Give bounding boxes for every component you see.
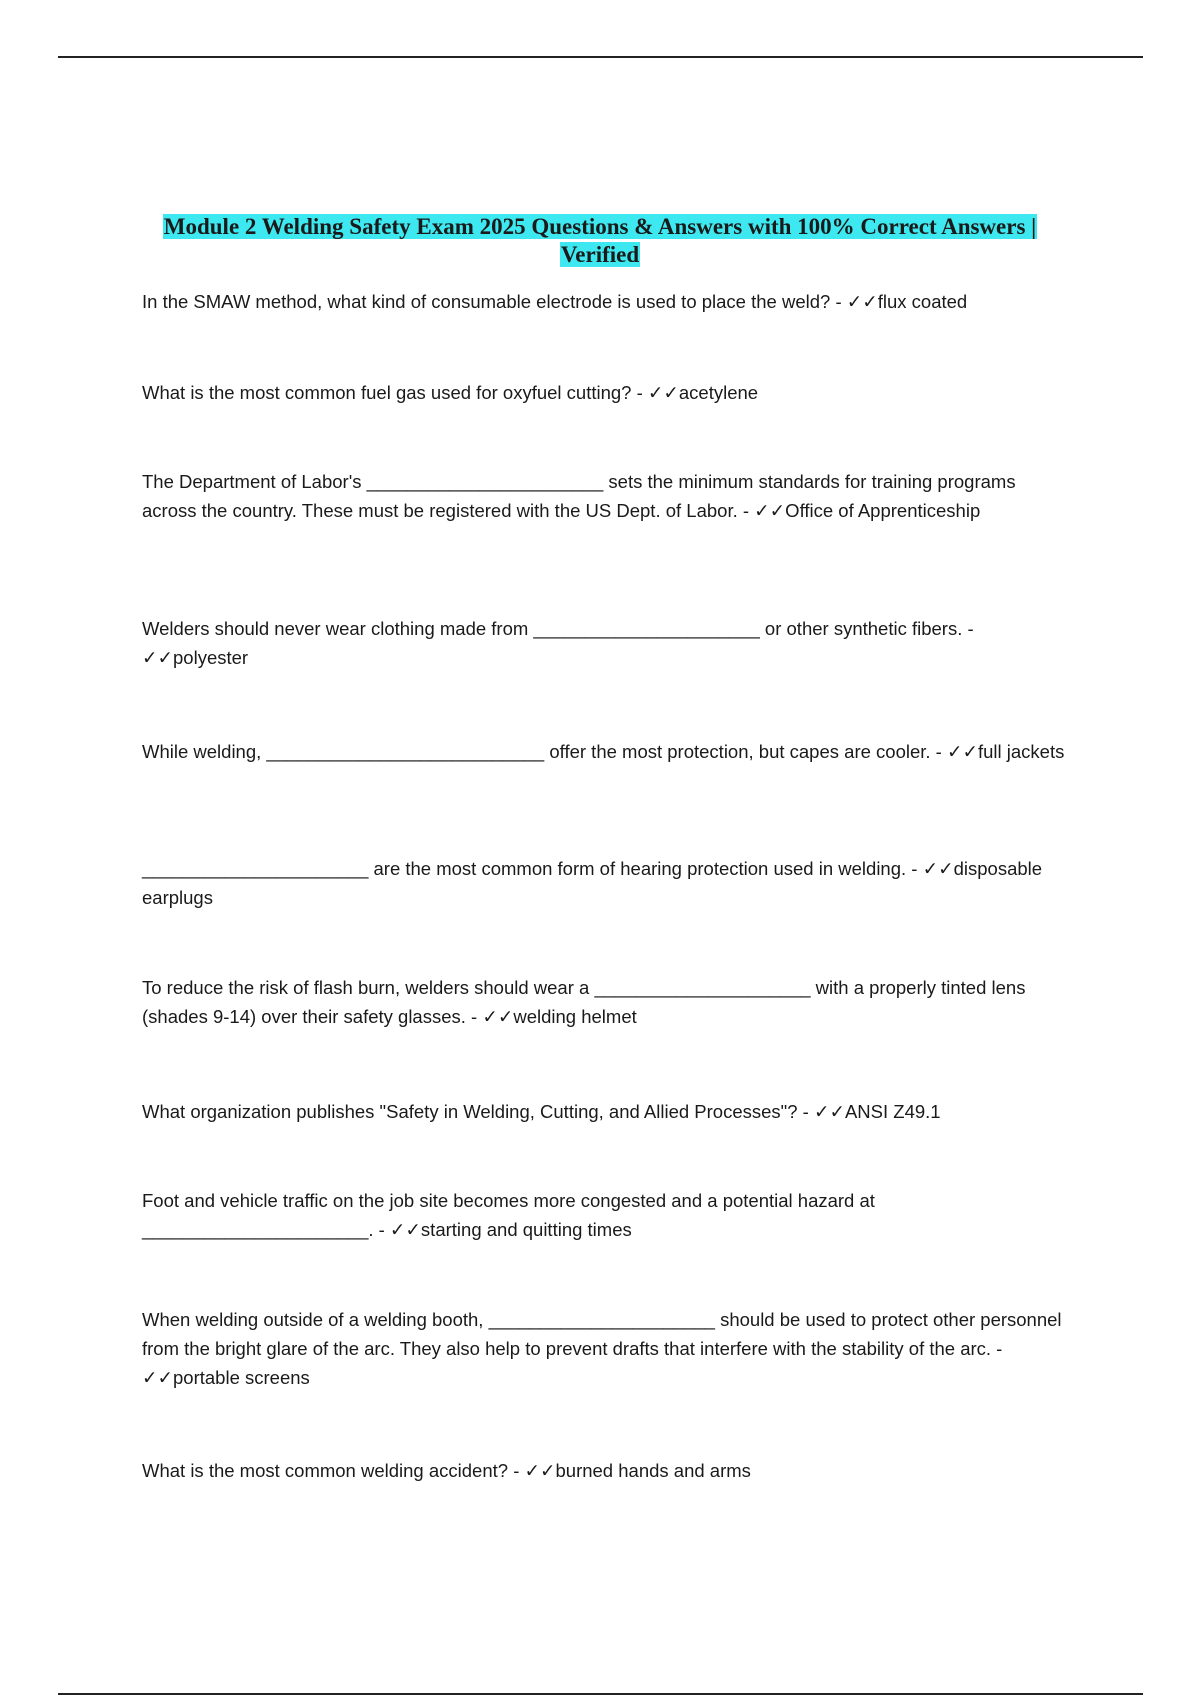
- qa-item: While welding, ___________________________ offer the most protection, but capes are cooler. - ✓✓full jackets: [142, 741, 1065, 762]
- qa-item: Welders should never wear clothing made from ______________________ or other synthetic fibers. - ✓✓polyester: [142, 618, 974, 668]
- document-title: [142, 213, 1058, 269]
- qa-item: The Department of Labor's _______________________ sets the minimum standards for training programs across the country. These must be registered with the US Dept. of Labor. - ✓✓Office of Apprenticeship: [142, 471, 1016, 521]
- bottom-rule: [58, 1693, 1143, 1695]
- qa-item: What organization publishes "Safety in Welding, Cutting, and Allied Processes"? - ✓✓ANSI Z49.1: [142, 1101, 941, 1122]
- qa-item: What is the most common welding accident? - ✓✓burned hands and arms: [142, 1460, 751, 1481]
- title-highlight: Module 2 Welding Safety Exam 2025 Questions & Answers with 100% Correct Answers | Verified: [163, 214, 1037, 267]
- qa-item: To reduce the risk of flash burn, welders should wear a _____________________ with a properly tinted lens (shades 9-14) over their safety glasses. - ✓✓welding helmet: [142, 977, 1026, 1027]
- qa-item: In the SMAW method, what kind of consumable electrode is used to place the weld? - ✓✓flux coated: [142, 291, 968, 312]
- qa-item: Foot and vehicle traffic on the job site becomes more congested and a potential hazard at ______________________. - ✓✓starting and quitting times: [142, 1190, 875, 1240]
- qa-item: ______________________ are the most common form of hearing protection used in welding. - ✓✓disposable earplugs: [142, 858, 1043, 908]
- qa-item: When welding outside of a welding booth, ______________________ should be used to protect other personnel from the bright glare of the arc. They also help to prevent drafts that interfere with the stability of the arc. - ✓✓portable screens: [142, 1309, 1062, 1388]
- qa-item: What is the most common fuel gas used for oxyfuel cutting? - ✓✓acetylene: [142, 382, 759, 403]
- top-rule: [58, 56, 1143, 58]
